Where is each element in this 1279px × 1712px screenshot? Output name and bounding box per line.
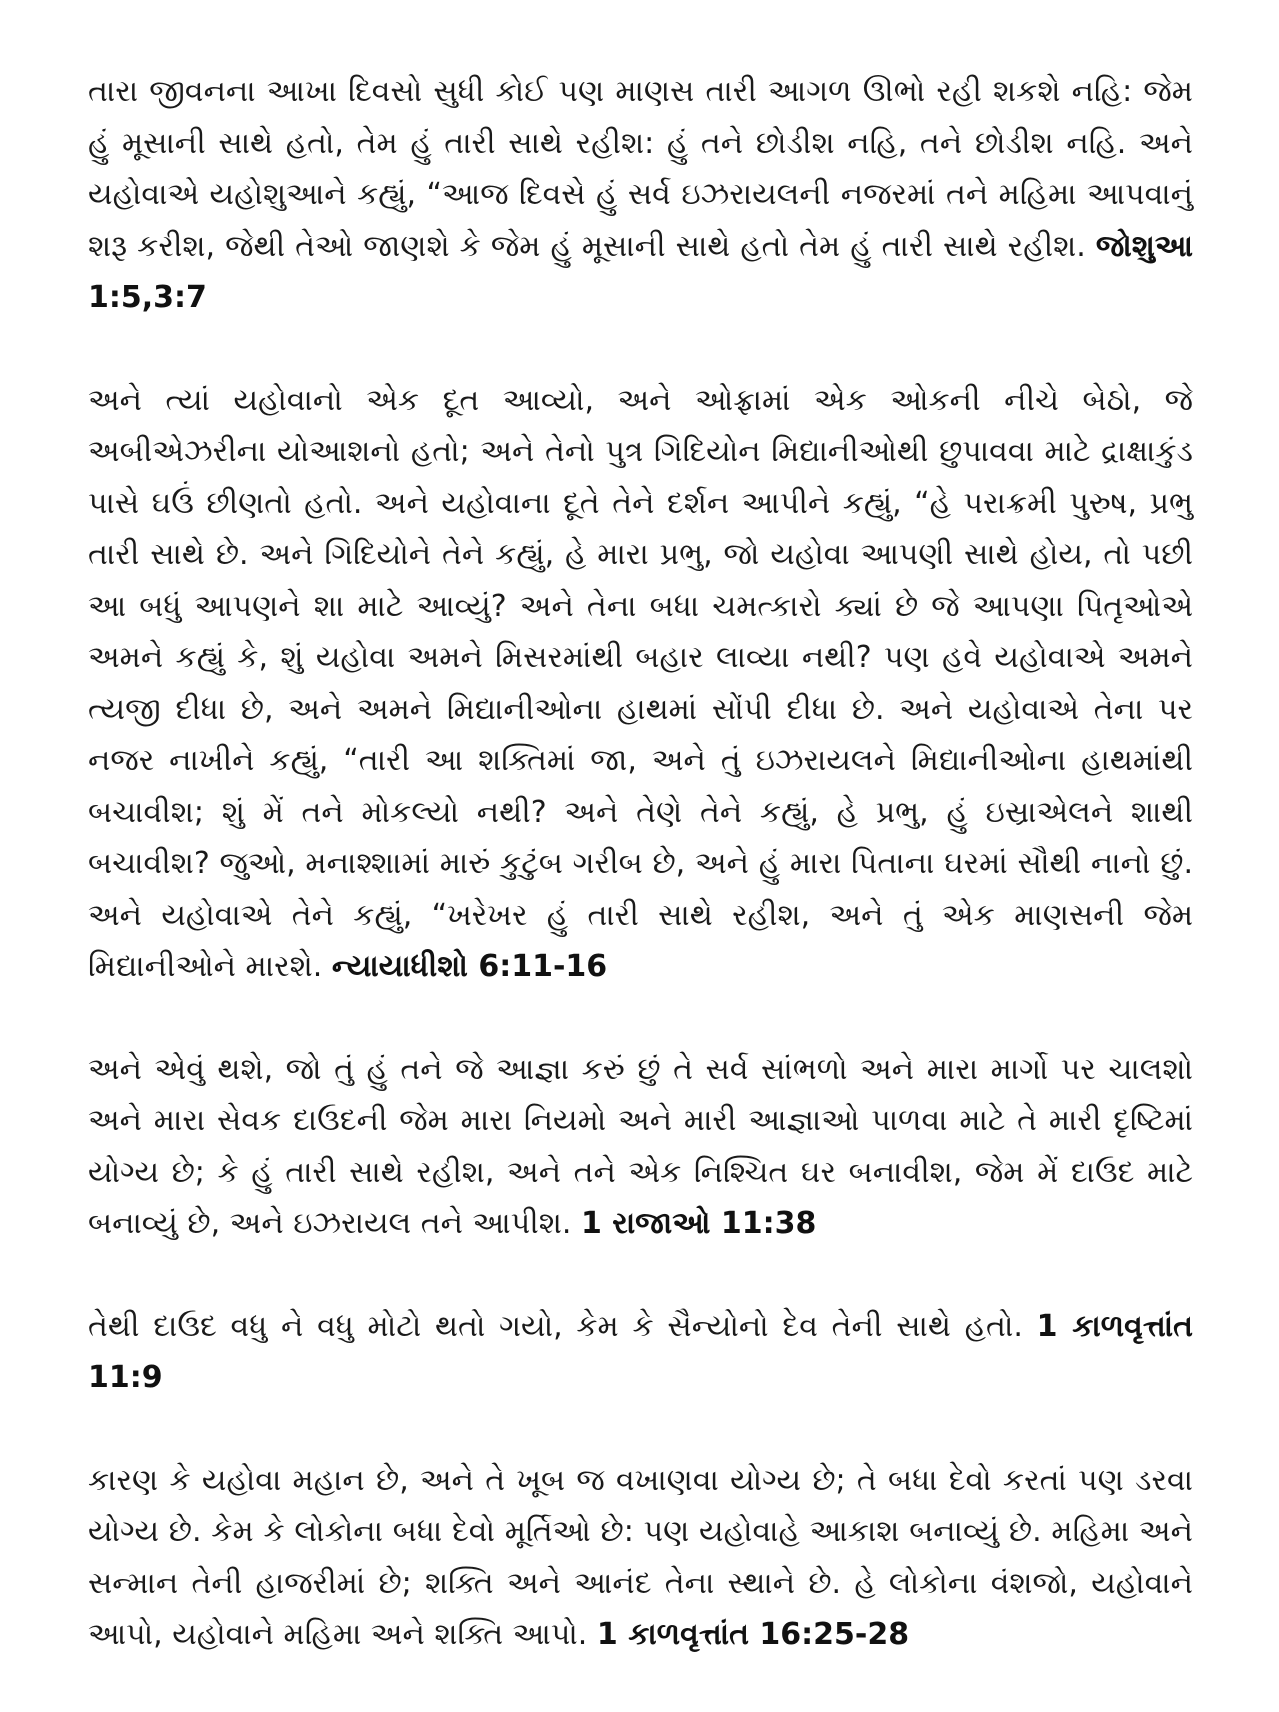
- passage-text: અને ત્યાં યહોવાનો એક દૂત આવ્યો, અને ઓફ્રામાં એક ઓકની નીચે બેઠો, જે અબીએઝરીના યોઆશનો હતો; અને તેનો પુત્ર ગિદિયોન મિદ્યાનીઓથી છુપાવવા માટે દ્રાક્ષાકુંડ પાસે ઘઉં છીણતો હતો. અને યહોવાના દૂતે તેને દર્શન આપીને કહ્યું, “હે પરાક્રમી પુરુષ, પ્રભુ તારી સાથે છે. અને ગિદિયોને તેને કહ્યું, હે મારા પ્રભુ, જો યહોવા આપણી સાથે હોય, તો પછી આ બધું આપણને શા માટે આવ્યું? અને તેના બધા ચમત્કારો ક્યાં છે જે આપણા પિતૃઓએ અમને કહ્યું કે, શું યહોવા અમને મિસરમાંથી બહાર લાવ્યા નથી? પણ હવે યહોવાએ અમને ત્યજી દીધા છે, અને અમને મિદ્યાનીઓના હાથમાં સોંપી દીધા છે. અને યહોવાએ તેના પર નજર નાખીને કહ્યું, “તારી આ શક્તિમાં જા, અને તું ઇઝરાયલને મિદ્યાનીઓના હાથમાંથી બચાવીશ; શું મેં તને મોકલ્યો નથી? અને તેણે તેને કહ્યું, હે પ્રભુ, હું ઇસ્રાએલને શાથી બચાવીશ? જુઓ, મનાશ્શામાં મારું કુટુંબ ગરીબ છે, અને હું મારા પિતાના ઘરમાં સૌથી નાનો છું. અને યહોવાએ તેને કહ્યું, “ખરેખર હું તારી સાથે રહીશ, અને તું એક માણસની જેમ મિદ્યાનીઓને મારશે.: [88, 382, 1193, 984]
- passage-1-chronicles-16: [88, 1455, 1193, 1661]
- passage-1-chronicles-11: [88, 1301, 1193, 1404]
- passage-joshua: [88, 66, 1193, 324]
- passage-text: અને એવું થશે, જો તું હું તને જે આજ્ઞા કરું છું તે સર્વ સાંભળો અને મારા માર્ગો પર ચાલશો અને મારા સેવક દાઉદની જેમ મારા નિયમો અને મારી આજ્ઞાઓ પાળવા માટે તે મારી દૃષ્ટિમાં યોગ્ય છે; કે હું તારી સાથે રહીશ, અને તને એક નિશ્ચિત ઘર બનાવીશ, જેમ મેં દાઉદ માટે બનાવ્યું છે, અને ઇઝરાયલ તને આપીશ.: [88, 1051, 1193, 1241]
- passage-judges: [88, 375, 1193, 993]
- scripture-reference: ન્યાયાધીશો 6:11-16: [331, 949, 608, 984]
- document-page: [88, 66, 1193, 1712]
- scripture-reference: જોશુઆ 1:5,3:7: [88, 228, 1193, 315]
- passage-text: તેથી દાઉદ વધુ ને વધુ મોટો થતો ગયો, કેમ કે સૈન્યોનો દેવ તેની સાથે હતો.: [88, 1308, 1023, 1344]
- scripture-reference: 1 કાળવૃત્તાંત 16:25-28: [596, 1617, 910, 1652]
- passage-text: કારણ કે યહોવા મહાન છે, અને તે ખૂબ જ વખાણવા યોગ્ય છે; તે બધા દેવો કરતાં પણ ડરવા યોગ્ય છે. કેમ કે લોકોના બધા દેવો મૂર્તિઓ છે: પણ યહોવાહે આકાશ બનાવ્યું છે. મહિમા અને સન્માન તેની હાજરીમાં છે; શક્તિ અને આનંદ તેના સ્થાને છે. હે લોકોના વંશજો, યહોવાને આપો, યહોવાને મહિમા અને શક્તિ આપો.: [88, 1462, 1193, 1652]
- scripture-reference: 1 રાજાઓ 11:38: [580, 1206, 817, 1241]
- passage-text: તારા જીવનના આખા દિવસો સુધી કોઈ પણ માણસ તારી આગળ ઊભો રહી શકશે નહિ: જેમ હું મૂસાની સાથે હતો, તેમ હું તારી સાથે રહીશ: હું તને છોડીશ નહિ, તને છોડીશ નહિ. અને યહોવાએ યહોશુઆને કહ્યું, “આજ દિવસે હું સર્વ ઇઝરાયલની નજરમાં તને મહિમા આપવાનું શરૂ કરીશ, જેથી તેઓ જાણશે કે જેમ હું મૂસાની સાથે હતો તેમ હું તારી સાથે રહીશ.: [88, 74, 1193, 264]
- passage-1-kings: [88, 1044, 1193, 1250]
- scripture-reference: 1 કાળવૃત્તાંત 11:9: [88, 1308, 1193, 1395]
